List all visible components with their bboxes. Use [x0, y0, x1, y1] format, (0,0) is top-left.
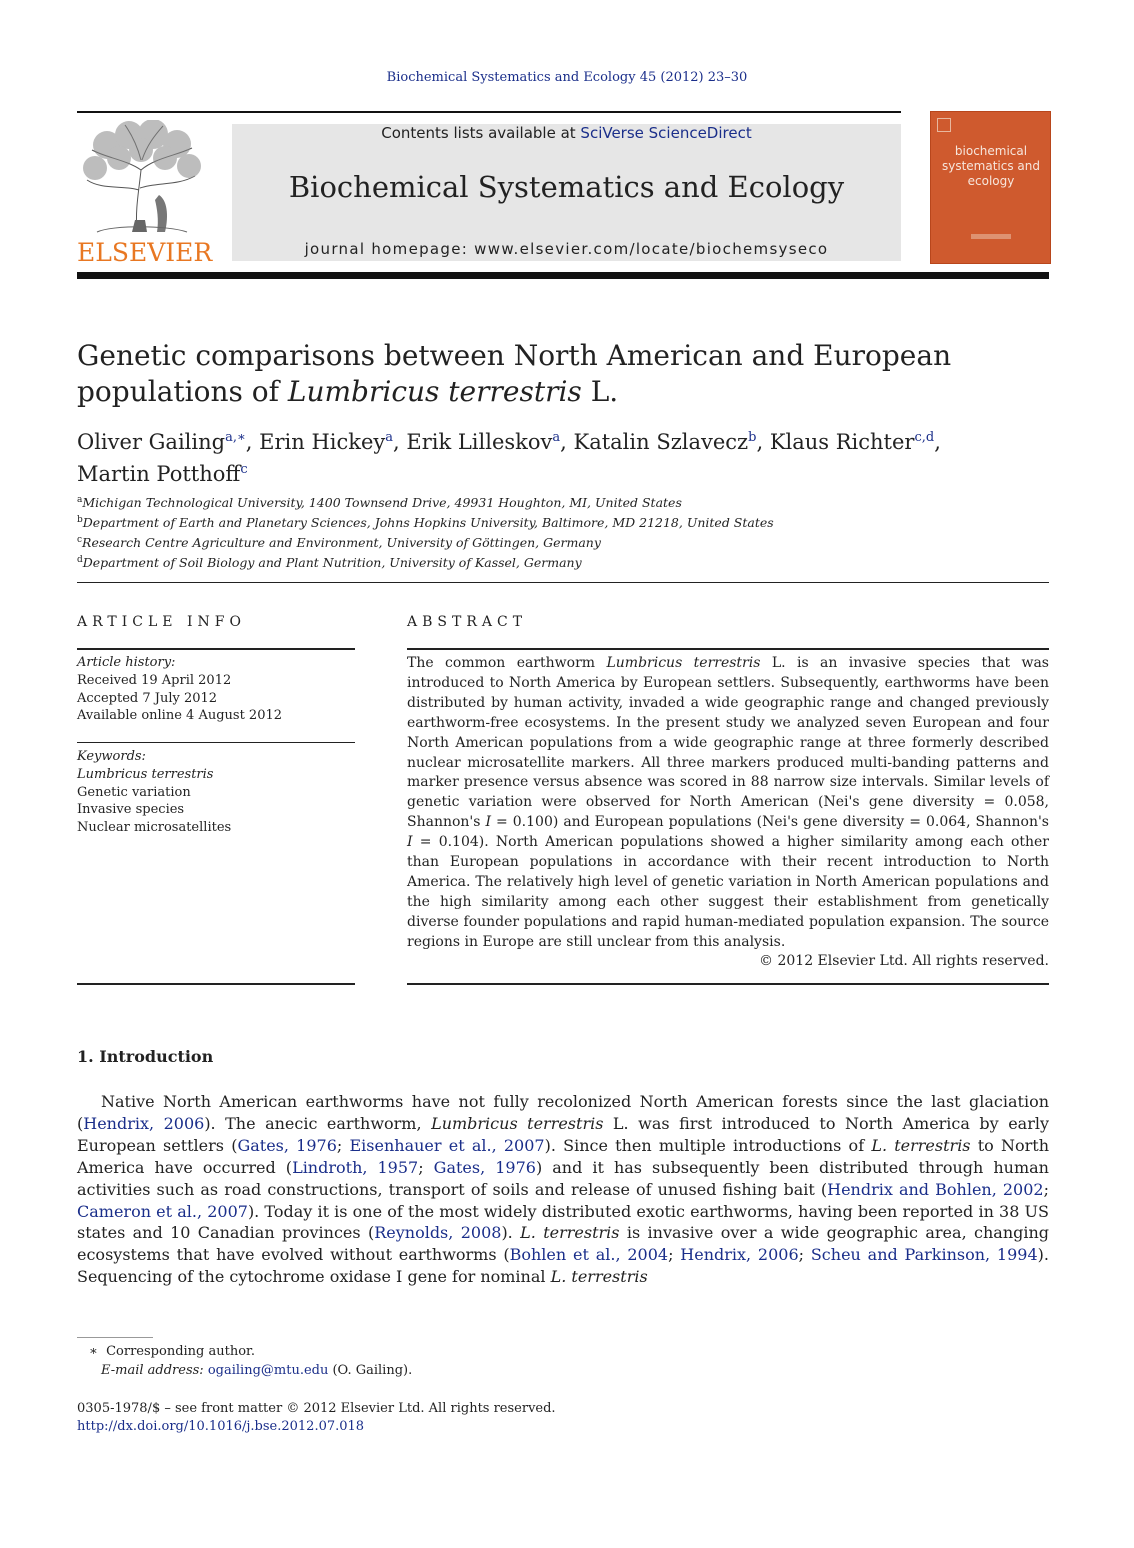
affiliation-item: $^a$Michigan Technological University, 1400 Townsend Drive, 49931 Houghton, MI, United States [77, 495, 682, 511]
affiliation-item: $^c$Research Centre Agriculture and Environment, University of Göttingen, Germany [77, 534, 601, 551]
author-name[interactable]: Oliver Gailing [77, 430, 226, 454]
footnote-rule [77, 1337, 153, 1338]
section-divider [77, 582, 1049, 583]
author-list: Oliver Gailing$^{a,∗}$, Erin Hickey$^a$, Erik Lilleskov$^a$, Katalin Szlavecz$^b$, Klaus Richter$^{c,d}$, Martin Potthoff$^c$ [77, 430, 941, 486]
author-affiliation-mark[interactable]: c,d [914, 430, 935, 445]
email-note: E-mail address: ogailing@mtu.edu (O. Gailing). [101, 1363, 413, 1378]
history-label: Article history: [77, 655, 176, 670]
article-history [77, 654, 355, 725]
citation-link[interactable]: Gates, 1976 [433, 1157, 536, 1177]
abstract-rule [407, 983, 1049, 985]
citation-link[interactable]: Bohlen et al., 2004 [509, 1245, 669, 1265]
journal-reference[interactable]: Biochemical Systematics and Ecology 45 (2012) 23–30 [386, 70, 748, 85]
article-info-rule [77, 983, 355, 985]
keyword-item: Invasive species [77, 802, 185, 818]
accepted-date: Accepted 7 July 2012 [77, 690, 218, 706]
online-date: Available online 4 August 2012 [77, 708, 283, 724]
article-info-heading: ARTICLE INFO [77, 614, 246, 630]
doi-link[interactable]: http://dx.doi.org/10.1016/j.bse.2012.07.018 [77, 1419, 365, 1434]
journal-title: Biochemical Systematics and Ecology [288, 170, 845, 204]
citation-link[interactable]: Scheu and Parkinson, 1994 [810, 1245, 1038, 1265]
abstract-heading: ABSTRACT [407, 614, 528, 630]
citation-link[interactable]: Gates, 1976 [237, 1135, 337, 1155]
keyword-item: Nuclear microsatellites [77, 820, 232, 836]
citation-link[interactable]: Cameron et al., 2007 [77, 1201, 248, 1221]
received-date: Received 19 April 2012 [77, 672, 232, 688]
citation-link[interactable]: Hendrix, 2006 [83, 1113, 205, 1133]
contents-line [232, 124, 901, 142]
author-affiliation-mark[interactable]: c [240, 462, 248, 477]
citation-link[interactable]: Lindroth, 1957 [292, 1157, 419, 1177]
elsevier-wordmark: ELSEVIER [77, 238, 213, 267]
citation-link[interactable]: Hendrix, 2006 [680, 1245, 799, 1265]
keyword-item: Lumbricus terrestris [77, 766, 214, 782]
cover-title: biochemical systematics and ecology [941, 144, 1040, 188]
front-matter-text: 0305-1978/$ – see front matter © 2012 Elsevier Ltd. All rights reserved. [77, 1401, 556, 1416]
sciencedirect-link[interactable]: SciVerse ScienceDirect [580, 124, 752, 142]
author-name[interactable]: Martin Potthoff [77, 462, 241, 486]
article-info-rule [77, 742, 355, 743]
author-affiliation-mark[interactable]: a [385, 430, 394, 445]
author-name[interactable]: Katalin Szlavecz [573, 430, 749, 454]
journal-homepage[interactable]: journal homepage: www.elsevier.com/locate/biochemsyseco [304, 240, 829, 258]
contents-prefix: Contents lists available at [381, 124, 581, 142]
author-affiliation-mark[interactable]: a [552, 430, 561, 445]
article-title: Genetic comparisons between North American and European populations of Lumbricus terrestris L. [77, 339, 952, 408]
keywords-label: Keywords: [77, 749, 146, 764]
cover-footer-mark [971, 234, 1011, 239]
journal-banner [232, 124, 901, 261]
cover-logo-icon [937, 118, 951, 132]
front-matter [77, 1400, 777, 1436]
introduction-heading: 1. Introduction [77, 1047, 214, 1066]
citation-link[interactable]: Eisenhauer et al., 2007 [349, 1135, 545, 1155]
abstract-copyright: © 2012 Elsevier Ltd. All rights reserved. [759, 953, 1049, 969]
citation-link[interactable]: Hendrix and Bohlen, 2002 [827, 1179, 1044, 1199]
affiliation-item: $^b$Department of Earth and Planetary Sciences, Johns Hopkins University, Baltimore, MD 21218, United States [77, 514, 774, 531]
corresponding-author-note: ∗ Corresponding author. [89, 1344, 255, 1359]
abstract-body: The common earthworm Lumbricus terrestris L. is an invasive species that was introduced to North America by European settlers. Subsequently, earthworms have been distributed by human activity, invaded a wide geographic range and changed previously earthworm-free ecosystems. In the present study we analyzed seven European and four North American populations from a wide geographic range at three formerly described nuclear microsatellite markers. All three markers produced multi-banding patterns and marker presence versus absence was scored in 88 narrow size intervals. Similar levels of genetic variation were observed for North American (Nei's gene diversity = 0.058, Shannon's I = 0.100) and European populations (Nei's gene diversity = 0.064, Shannon's I = 0.104). North American populations showed a higher similarity among each other than European populations in accordance with their recent introduction to North America. The relatively high level of genetic variation in North American populations and the high similarity among each other suggest their establishment from genetically diverse founder populations and rapid human-mediated population expansion. The source regions in Europe are still unclear from this analysis. [407, 655, 1049, 950]
author-name[interactable]: Erin Hickey [259, 430, 386, 454]
abstract-rule [407, 648, 1049, 650]
footnotes [89, 1342, 789, 1380]
author-affiliation-mark[interactable]: a,∗ [225, 430, 246, 445]
affiliations [77, 492, 1057, 572]
author-affiliation-mark[interactable]: b [748, 430, 757, 445]
header-thick-rule [77, 272, 1049, 279]
author-name[interactable]: Erik Lilleskov [406, 430, 553, 454]
affiliation-item: $^d$Department of Soil Biology and Plant Nutrition, University of Kassel, Germany [77, 554, 582, 571]
journal-cover-thumbnail[interactable] [930, 111, 1051, 264]
introduction-paragraph: Native North American earthworms have not fully recolonized North American forests since the last glaciation (Hendrix, 2006). The anecic earthworm, Lumbricus terrestris L. was first introduced to North America by early European settlers (Gates, 1976; Eisenhauer et al., 2007). Since then multiple introductions of L. terrestris to North America have occurred (Lindroth, 1957; Gates, 1976) and it has subsequently been distributed through human activities such as road constructions, transport of soils and release of unused fishing bait (Hendrix and Bohlen, 2002; Cameron et al., 2007). Today it is one of the most widely distributed exotic earthworms, having been reported in 38 US states and 10 Canadian provinces (Reynolds, 2008). L. terrestris is invasive over a wide geographic area, changing ecosystems that have evolved without earthworms (Bohlen et al., 2004; Hendrix, 2006; Scheu and Parkinson, 1994). Sequencing of the cytochrome oxidase I gene for nominal L. terrestris [77, 1092, 1050, 1287]
keyword-item: Genetic variation [77, 784, 191, 800]
article-info-rule [77, 648, 355, 650]
email-link[interactable]: ogailing@mtu.edu [207, 1363, 329, 1378]
header-rule [77, 111, 901, 113]
keywords [77, 748, 355, 837]
author-name[interactable]: Klaus Richter [769, 430, 915, 454]
citation-link[interactable]: Reynolds, 2008 [374, 1223, 502, 1243]
